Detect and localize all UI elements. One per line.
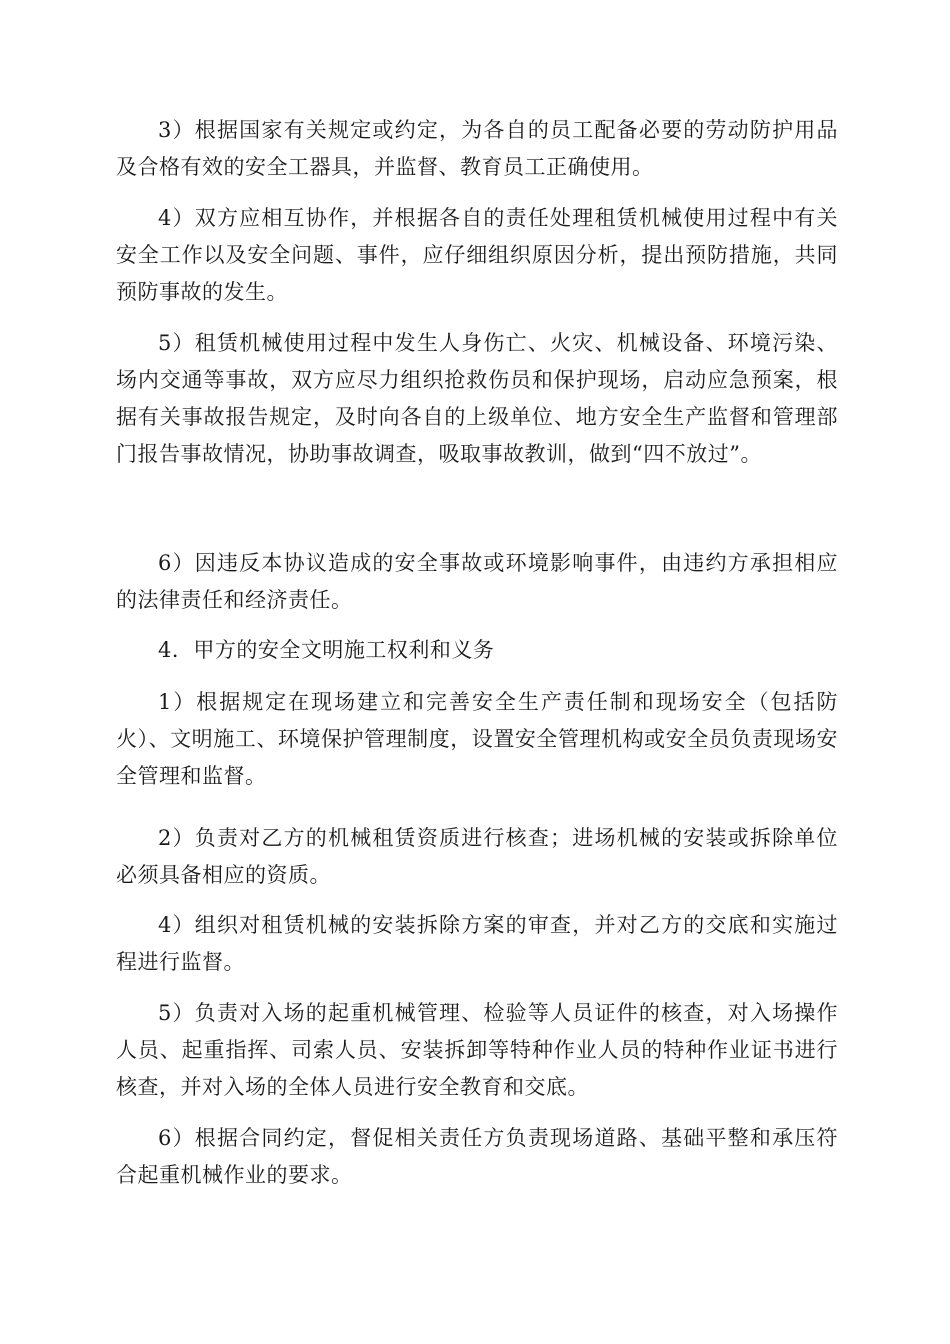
section-heading-party-a-rights: 4．甲方的安全文明施工权利和义务 [158,638,495,662]
paragraph-item-3-protective-equipment: 3）根据国家有关规定或约定，为各自的员工配备必要的劳动防护用品及合格有效的安全工器具，并监督、教育员工正确使用。 [116,118,838,179]
paragraph-party-a-item-5: 5）负责对入场的起重机械管理、检验等人员证件的核查，对入场操作人员、起重指挥、司索人员、安装拆卸等特种作业人员的特种作业证书进行核查，并对入场的全体人员进行安全教育和交底。 [116,1001,838,1099]
paragraph-item-4-cooperation: 4）双方应相互协作，并根据各自的责任处理租赁机械使用过程中有关安全工作以及安全问题、事件，应仔细组织原因分析，提出预防措施，共同预防事故的发生。 [116,206,838,304]
paragraph-party-a-item-4: 4）组织对租赁机械的安装拆除方案的审查，并对乙方的交底和实施过程进行监督。 [116,913,838,974]
paragraph-item-6-liability: 6）因违反本协议造成的安全事故或环境影响事件，由违约方承担相应的法律责任和经济责任。 [116,551,838,612]
paragraph-party-a-item-2: 2）负责对乙方的机械租赁资质进行核查；进场机械的安装或拆除单位必须具备相应的资质。 [116,826,838,887]
paragraph-party-a-item-1: 1）根据规定在现场建立和完善安全生产责任制和现场安全（包括防火）、文明施工、环境保护管理制度，设置安全管理机构或安全员负责现场安全管理和监督。 [116,690,838,788]
paragraph-party-a-item-6: 6）根据合同约定，督促相关责任方负责现场道路、基础平整和承压符合起重机械作业的要求。 [116,1126,838,1187]
paragraph-item-5-accident-handling: 5）租赁机械使用过程中发生人身伤亡、火灾、机械设备、环境污染、场内交通等事故，双方应尽力组织抢救伤员和保护现场，启动应急预案，根据有关事故报告规定，及时向各自的上级单位、地方安全生产监督和管理部门报告事故情况，协助事故调查，吸取事故教训，做到“四不放过”。 [116,331,838,466]
